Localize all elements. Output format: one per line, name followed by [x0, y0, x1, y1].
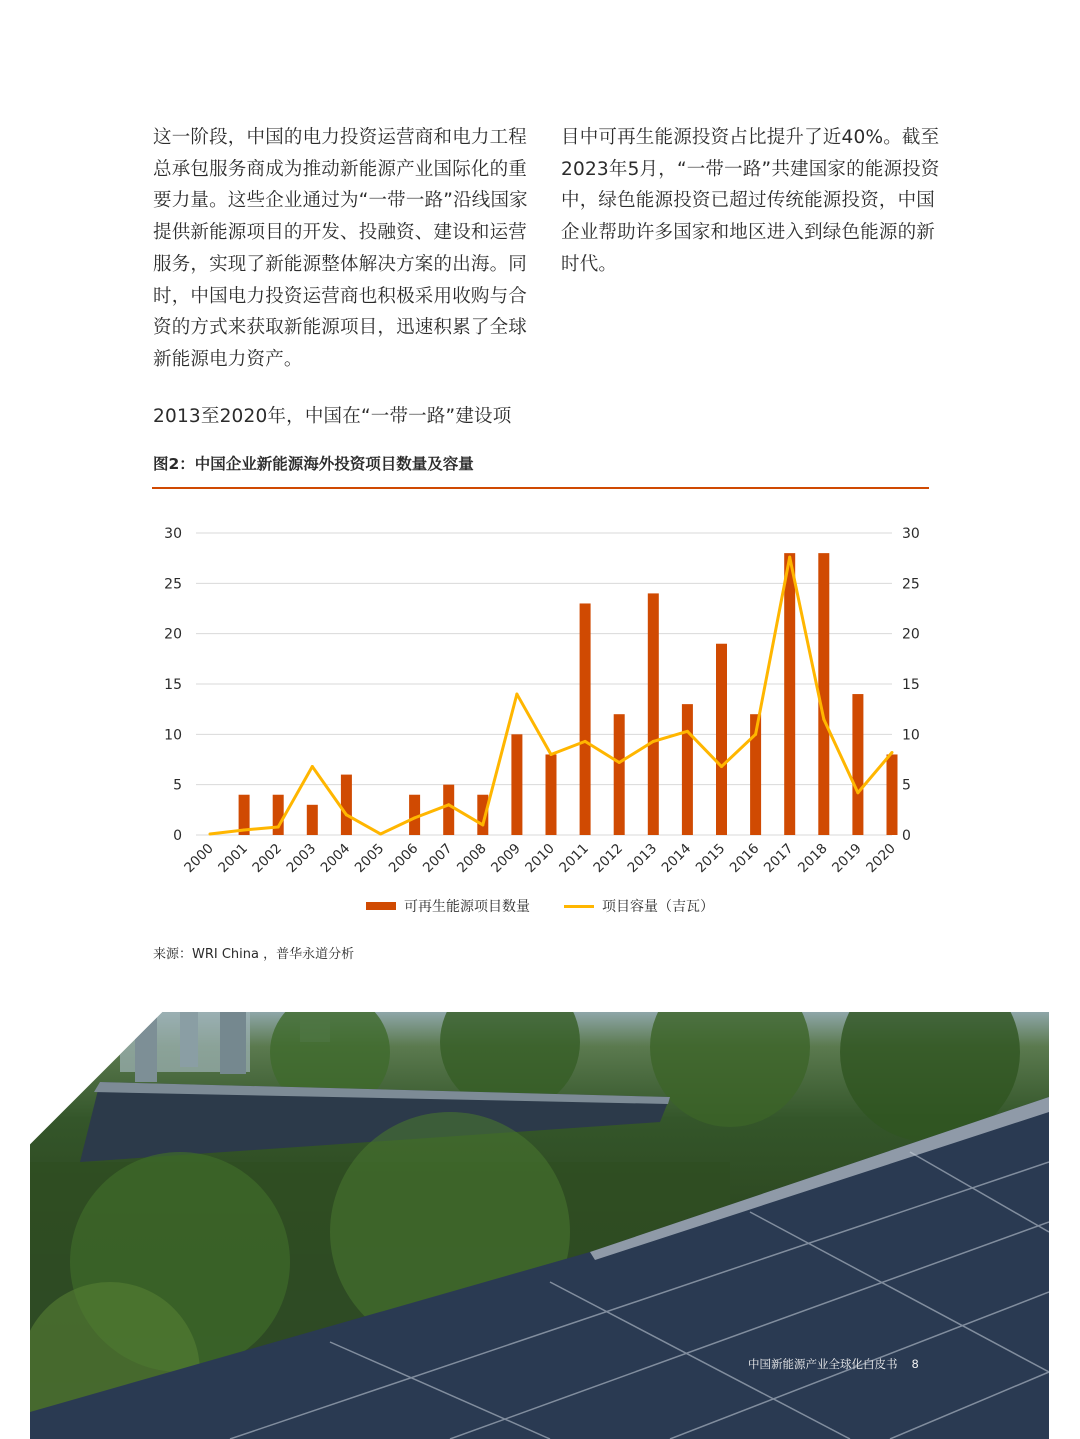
x-tick-label: 2019	[829, 840, 865, 877]
y-tick-label-left: 20	[164, 626, 182, 643]
x-tick-label: 2018	[795, 840, 831, 877]
bar-2003	[307, 805, 318, 835]
body-right-column	[561, 122, 941, 281]
combo-chart	[150, 515, 930, 895]
x-tick-label: 2013	[624, 840, 661, 877]
capacity-point-2007	[447, 803, 450, 806]
capacity-point-2005	[379, 832, 382, 835]
legend-item-capacity	[564, 896, 714, 916]
bar-2011	[580, 603, 591, 835]
bar-2004	[341, 775, 352, 835]
y-tick-label-left: 30	[164, 526, 182, 542]
x-tick-label: 2020	[863, 840, 899, 877]
bar-2012	[614, 714, 625, 835]
capacity-point-2004	[345, 813, 348, 816]
y-tick-label-right: 0	[902, 828, 911, 844]
bar-2010	[546, 754, 557, 835]
y-tick-label-right: 30	[902, 526, 920, 542]
capacity-point-2008	[481, 823, 484, 826]
bar-2009	[511, 734, 522, 835]
legend-label-capacity: 项目容量（吉瓦）	[602, 899, 714, 915]
figure-divider	[152, 487, 929, 489]
page-footer	[748, 1356, 919, 1372]
bar-2002	[273, 795, 284, 835]
y-tick-label-right: 5	[902, 777, 911, 794]
bar-2015	[716, 644, 727, 835]
y-tick-label-right: 25	[902, 576, 920, 593]
x-tick-label: 2015	[692, 840, 729, 877]
x-tick-label: 2004	[317, 840, 354, 877]
x-tick-label: 2014	[658, 840, 695, 877]
body-paragraph-3: 目中可再生能源投资占比提升了近40%。截至2023年5月，“一带一路”共建国家的能源投资中，绿色能源投资已超过传统能源投资，中国企业帮助许多国家和地区进入到绿色能源的新时代。	[561, 127, 940, 275]
x-tick-label: 2016	[726, 840, 763, 877]
bar-2013	[648, 593, 659, 835]
legend-bar-swatch	[366, 902, 396, 910]
footer-title: 中国新能源产业全球化白皮书	[748, 1357, 898, 1371]
x-tick-label: 2002	[249, 840, 286, 877]
legend-label-count: 可再生能源项目数量	[404, 899, 530, 915]
capacity-point-2020	[891, 751, 894, 754]
y-tick-label-left: 25	[164, 576, 182, 593]
bar-2019	[852, 694, 863, 835]
legend-item-count	[366, 896, 530, 916]
bar-2007	[443, 785, 454, 835]
x-tick-label: 2008	[454, 840, 490, 877]
capacity-point-2015	[720, 765, 723, 768]
page-number: 8	[911, 1357, 919, 1371]
capacity-point-2002	[277, 825, 280, 828]
x-tick-label: 2007	[419, 840, 456, 877]
bar-2020	[887, 754, 898, 835]
capacity-point-2013	[652, 740, 655, 743]
capacity-point-2012	[618, 761, 621, 764]
body-paragraph-2: 2013至2020年，中国在“一带一路”建设项	[153, 405, 512, 427]
capacity-point-2019	[856, 791, 859, 794]
capacity-point-2006	[413, 816, 416, 819]
x-tick-label: 2017	[760, 840, 797, 877]
y-tick-label-left: 10	[164, 727, 182, 744]
capacity-point-2003	[311, 765, 314, 768]
bar-2017	[784, 553, 795, 835]
capacity-point-2017	[788, 556, 791, 559]
solar-panel-illustration	[30, 1012, 1049, 1439]
capacity-point-2000	[209, 832, 212, 835]
x-tick-label: 2003	[283, 840, 320, 877]
solar-panel-photo	[30, 1012, 1049, 1439]
y-tick-label-left: 5	[173, 777, 182, 794]
y-tick-label-right: 10	[902, 727, 920, 744]
x-tick-label: 2000	[181, 840, 217, 877]
figure-title: 图2：中国企业新能源海外投资项目数量及容量	[153, 455, 474, 473]
bar-2014	[682, 704, 693, 835]
x-tick-label: 2011	[556, 840, 592, 877]
capacity-point-2010	[550, 753, 553, 756]
figure-source: 来源：WRI China ，普华永道分析	[153, 947, 355, 962]
capacity-point-2016	[754, 733, 757, 736]
x-tick-label: 2005	[351, 840, 388, 877]
body-left-column	[153, 122, 533, 432]
capacity-point-2018	[822, 718, 825, 721]
x-tick-label: 2001	[215, 840, 251, 877]
y-tick-label-right: 20	[902, 626, 920, 643]
capacity-point-2001	[243, 828, 246, 831]
legend-line-swatch	[564, 905, 594, 908]
y-tick-label-left: 0	[173, 828, 182, 844]
y-tick-label-right: 15	[902, 677, 920, 693]
x-tick-label: 2012	[590, 840, 627, 877]
capacity-point-2011	[584, 740, 587, 743]
y-tick-label-left: 15	[164, 677, 182, 693]
chart-legend	[0, 896, 1080, 916]
body-paragraph-1: 这一阶段，中国的电力投资运营商和电力工程总承包服务商成为推动新能源产业国际化的重要力量。这些企业通过为“一带一路”沿线国家提供新能源项目的开发、投融资、建设和运营服务，实现了新能源整体解决方案的出海。同时，中国电力投资运营商也积极采用收购与合资的方式来获取新能源项目，迅速积累了全球新能源电力资产。	[153, 127, 528, 370]
x-tick-label: 2006	[385, 840, 422, 877]
x-tick-label: 2009	[488, 840, 524, 877]
x-tick-label: 2010	[522, 840, 558, 877]
capacity-point-2014	[686, 730, 689, 733]
capacity-point-2009	[515, 693, 518, 696]
